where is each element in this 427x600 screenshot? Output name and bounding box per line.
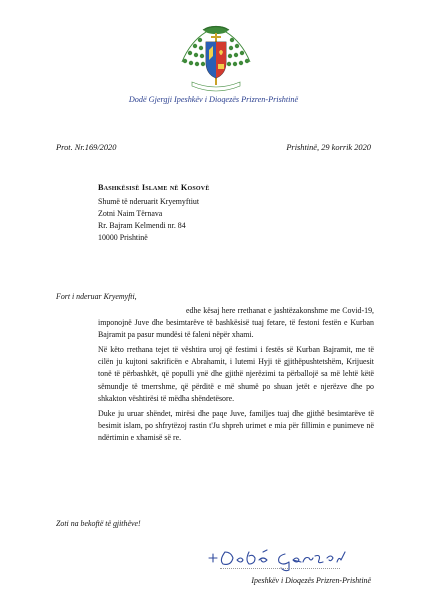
recipient-line: Zotni Naim Tërnava xyxy=(98,209,163,218)
episcopal-coat-of-arms-icon xyxy=(170,22,262,94)
salutation: Fort i nderuar Kryemyfti, xyxy=(56,292,137,301)
signature-line xyxy=(220,568,340,569)
protocol-number: Prot. Nr.169/2020 xyxy=(56,143,117,152)
closing-blessing: Zoti na bekoftë të gjithëve! xyxy=(56,519,141,528)
recipient-line: Rr. Bajram Kelmendi nr. 84 xyxy=(98,221,186,230)
recipient-organization: Bashkësisë Islame në Kosovë xyxy=(98,183,210,192)
letterhead-title: Dodë Gjergji Ipeshkëv i Dioqezës Prizren-Prishtinë xyxy=(128,95,299,104)
signer-title: Ipeshkëv i Dioqezës Prizren-Prishtinë xyxy=(251,576,371,585)
recipient-line: 10000 Prishtinë xyxy=(98,233,148,242)
body-paragraph: Në këto rrethana tejet të vështira uroj që festimi i festës së Kurban Bajramit, me të cilën ju kujtoni sakrificën e Abrahamit, i lutemi Hyji të gjithëpushtetshëm, Krijuesit tonë të përbashkët, që populli ynë dhe gjithë njerëzimi ta përballojë sa më lehtë këtë sëmundje të tmerrshme, që përditë e më shumë po shuan jetët e njerëzve dhe po shkakton vështirësi të mëdha shëndetësore. xyxy=(98,345,374,403)
letter-body xyxy=(98,305,374,447)
place-and-date: Prishtinë, 29 korrik 2020 xyxy=(286,143,371,152)
recipient-line: Shumë të nderuarit Kryemyftiut xyxy=(98,197,200,206)
recipient-address xyxy=(98,182,210,244)
body-paragraph: edhe kësaj here rrethanat e jashtëzakonshme me Covid-19, imponojnë Juve dhe besimtarëve të bashkësisë tuaj fetare, të festoni festën e Kurban Bajramit pa pasur mundësi të faleni nëpër xhami. xyxy=(98,306,374,340)
body-paragraph: Duke ju uruar shëndet, mirësi dhe paqe Juve, familjes tuaj dhe gjithë besimtarëve të besimit islam, po shfrytëzoj rastin t'Ju shpreh urimet e mia për fillimin e punimeve në ndërtimin e xhamisë së re. xyxy=(98,408,374,442)
